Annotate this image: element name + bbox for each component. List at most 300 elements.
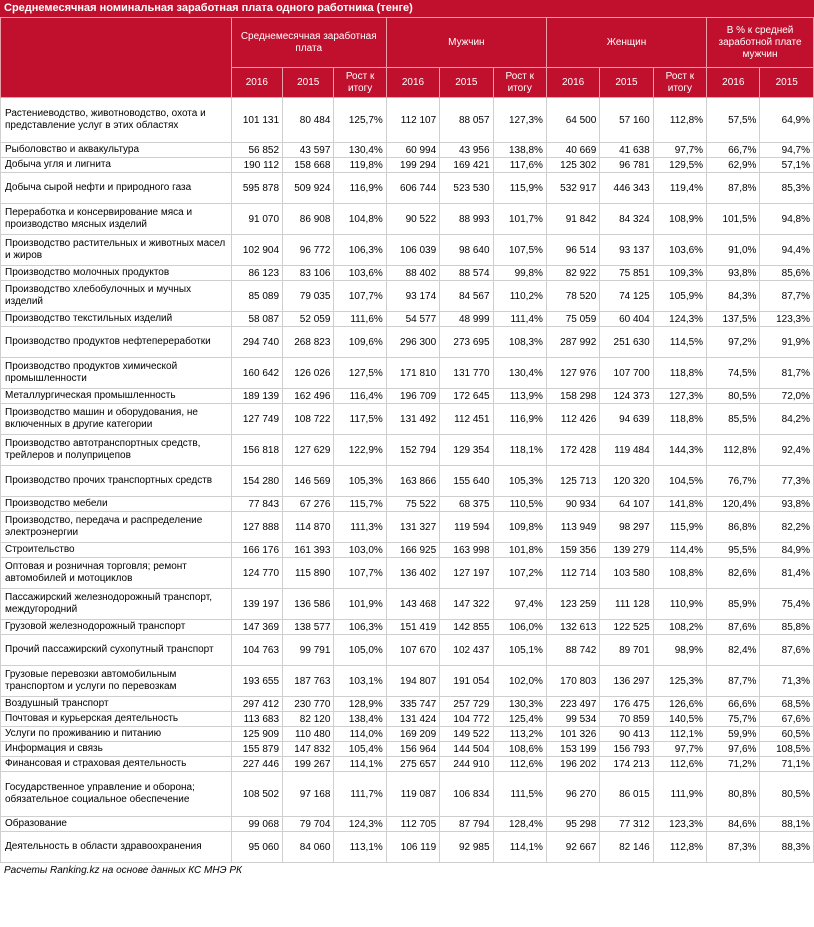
table-cell: 75,7% <box>707 712 760 727</box>
table-cell: 147 832 <box>283 742 334 757</box>
table-cell: 110,9% <box>653 589 706 620</box>
table-cell: 96 270 <box>546 772 599 817</box>
table-cell: 129 354 <box>440 435 493 466</box>
table-cell: 124,3% <box>653 312 706 327</box>
table-cell: 138 577 <box>283 620 334 635</box>
table-row <box>1 589 814 620</box>
table-cell: 52 059 <box>283 312 334 327</box>
table-cell: 166 176 <box>231 543 282 558</box>
table-cell: 111,3% <box>334 512 386 543</box>
table-cell: 106,0% <box>493 620 546 635</box>
table-cell: 160 642 <box>231 358 282 389</box>
table-cell: 131 770 <box>440 358 493 389</box>
table-cell: 91,0% <box>707 235 760 266</box>
table-cell: 127,5% <box>334 358 386 389</box>
header-sub: 2015 <box>283 68 334 98</box>
table-cell: 102,0% <box>493 666 546 697</box>
table-cell: 103,6% <box>653 235 706 266</box>
table-cell: 110,5% <box>493 497 546 512</box>
table-cell: 108,9% <box>653 204 706 235</box>
table-cell: 130,3% <box>493 697 546 712</box>
table-cell: 127,3% <box>653 389 706 404</box>
table-cell: 99 534 <box>546 712 599 727</box>
table-cell: 75,4% <box>760 589 814 620</box>
table-cell: 297 412 <box>231 697 282 712</box>
table-cell: 91 842 <box>546 204 599 235</box>
table-cell: 97,6% <box>707 742 760 757</box>
table-cell: 523 530 <box>440 173 493 204</box>
table-row <box>1 697 814 712</box>
sector-name: Строительство <box>1 543 232 558</box>
table-cell: 87,6% <box>760 635 814 666</box>
table-cell: 85,5% <box>707 404 760 435</box>
table-cell: 71,2% <box>707 757 760 772</box>
table-row <box>1 98 814 143</box>
table-cell: 230 770 <box>283 697 334 712</box>
table-cell: 85,9% <box>707 589 760 620</box>
table-cell: 101 131 <box>231 98 282 143</box>
sector-name: Добыча сырой нефти и природного газа <box>1 173 232 204</box>
header-group-ratio: В % к средней заработной плате мужчин <box>707 18 814 68</box>
table-cell: 187 763 <box>283 666 334 697</box>
table-cell: 48 999 <box>440 312 493 327</box>
table-row <box>1 742 814 757</box>
table-cell: 108,5% <box>760 742 814 757</box>
table-cell: 87,7% <box>707 666 760 697</box>
header-sub: Рост к итогу <box>493 68 546 98</box>
table-cell: 137,5% <box>707 312 760 327</box>
table-cell: 105,3% <box>493 466 546 497</box>
table-cell: 130,4% <box>493 358 546 389</box>
sector-name: Производство текстильных изделий <box>1 312 232 327</box>
table-cell: 223 497 <box>546 697 599 712</box>
table-cell: 108,6% <box>493 742 546 757</box>
table-cell: 90 934 <box>546 497 599 512</box>
table-cell: 112,6% <box>653 757 706 772</box>
table-cell: 118,1% <box>493 435 546 466</box>
table-cell: 119,4% <box>653 173 706 204</box>
table-cell: 107,5% <box>493 235 546 266</box>
table-cell: 109,3% <box>653 266 706 281</box>
table-cell: 118,8% <box>653 404 706 435</box>
table-cell: 104 772 <box>440 712 493 727</box>
table-cell: 101,9% <box>334 589 386 620</box>
table-cell: 156 793 <box>600 742 653 757</box>
table-cell: 78 520 <box>546 281 599 312</box>
table-cell: 86 908 <box>283 204 334 235</box>
table-row <box>1 266 814 281</box>
table-cell: 84 567 <box>440 281 493 312</box>
table-cell: 136 297 <box>600 666 653 697</box>
table-cell: 82,6% <box>707 558 760 589</box>
table-cell: 294 740 <box>231 327 282 358</box>
table-cell: 114,1% <box>334 757 386 772</box>
table-cell: 196 202 <box>546 757 599 772</box>
table-cell: 90 522 <box>386 204 439 235</box>
table-cell: 110 480 <box>283 727 334 742</box>
table-cell: 107,7% <box>334 558 386 589</box>
header-sub: 2016 <box>231 68 282 98</box>
sector-name: Производство автотранспортных средств, трейлеров и полуприцепов <box>1 435 232 466</box>
table-cell: 79 704 <box>283 817 334 832</box>
sector-name: Производство машин и оборудования, не включенных в другие категории <box>1 404 232 435</box>
table-cell: 107,7% <box>334 281 386 312</box>
table-cell: 106,3% <box>334 620 386 635</box>
table-cell: 127 888 <box>231 512 282 543</box>
table-cell: 155 879 <box>231 742 282 757</box>
table-cell: 124 373 <box>600 389 653 404</box>
table-cell: 105,9% <box>653 281 706 312</box>
table-cell: 142 855 <box>440 620 493 635</box>
table-cell: 111,9% <box>653 772 706 817</box>
table-cell: 87,6% <box>707 620 760 635</box>
sector-name: Растениеводство, животноводство, охота и представление услуг в этих областях <box>1 98 232 143</box>
table-cell: 112 705 <box>386 817 439 832</box>
table-cell: 287 992 <box>546 327 599 358</box>
table-cell: 88,1% <box>760 817 814 832</box>
table-cell: 193 655 <box>231 666 282 697</box>
table-cell: 176 475 <box>600 697 653 712</box>
table-cell: 97,7% <box>653 742 706 757</box>
table-cell: 74,5% <box>707 358 760 389</box>
table-cell: 57,5% <box>707 98 760 143</box>
table-row <box>1 173 814 204</box>
header-sector <box>1 18 232 98</box>
table-cell: 86 123 <box>231 266 282 281</box>
table-cell: 84,3% <box>707 281 760 312</box>
table-cell: 67,6% <box>760 712 814 727</box>
table-cell: 273 695 <box>440 327 493 358</box>
table-cell: 94,8% <box>760 204 814 235</box>
table-cell: 104,8% <box>334 204 386 235</box>
table-cell: 105,4% <box>334 742 386 757</box>
table-cell: 128,4% <box>493 817 546 832</box>
table-cell: 97,7% <box>653 143 706 158</box>
table-cell: 101,7% <box>493 204 546 235</box>
table-cell: 60,5% <box>760 727 814 742</box>
table-cell: 64,9% <box>760 98 814 143</box>
table-cell: 107,2% <box>493 558 546 589</box>
table-cell: 93 137 <box>600 235 653 266</box>
table-row <box>1 666 814 697</box>
table-cell: 88 742 <box>546 635 599 666</box>
table-cell: 112 451 <box>440 404 493 435</box>
table-cell: 106 039 <box>386 235 439 266</box>
table-cell: 112,8% <box>707 435 760 466</box>
table-cell: 115 890 <box>283 558 334 589</box>
table-cell: 84,2% <box>760 404 814 435</box>
table-cell: 71,1% <box>760 757 814 772</box>
table-cell: 126 026 <box>283 358 334 389</box>
sector-name: Финансовая и страховая деятельность <box>1 757 232 772</box>
table-cell: 131 492 <box>386 404 439 435</box>
table-cell: 158 298 <box>546 389 599 404</box>
table-cell: 139 197 <box>231 589 282 620</box>
table-cell: 144 504 <box>440 742 493 757</box>
table-cell: 446 343 <box>600 173 653 204</box>
table-cell: 127 197 <box>440 558 493 589</box>
table-cell: 194 807 <box>386 666 439 697</box>
table-cell: 114,1% <box>493 832 546 863</box>
table-cell: 112 107 <box>386 98 439 143</box>
table-cell: 158 668 <box>283 158 334 173</box>
table-cell: 96 514 <box>546 235 599 266</box>
table-cell: 70 859 <box>600 712 653 727</box>
table-cell: 108 722 <box>283 404 334 435</box>
table-cell: 104 763 <box>231 635 282 666</box>
table-cell: 335 747 <box>386 697 439 712</box>
table-cell: 509 924 <box>283 173 334 204</box>
source-footnote: Расчеты Ranking.kz на основе данных КС МНЭ РК <box>4 865 242 876</box>
table-cell: 129,5% <box>653 158 706 173</box>
table-cell: 172 428 <box>546 435 599 466</box>
table-cell: 82 922 <box>546 266 599 281</box>
table-cell: 84,6% <box>707 817 760 832</box>
table-cell: 114,5% <box>653 327 706 358</box>
table-cell: 141,8% <box>653 497 706 512</box>
table-cell: 64 500 <box>546 98 599 143</box>
table-cell: 155 640 <box>440 466 493 497</box>
table-cell: 80 484 <box>283 98 334 143</box>
table-cell: 105,3% <box>334 466 386 497</box>
table-cell: 94 639 <box>600 404 653 435</box>
table-cell: 131 424 <box>386 712 439 727</box>
table-cell: 96 772 <box>283 235 334 266</box>
table-cell: 108 502 <box>231 772 282 817</box>
table-row <box>1 204 814 235</box>
table-cell: 112,6% <box>493 757 546 772</box>
table-cell: 97,4% <box>493 589 546 620</box>
table-cell: 109,8% <box>493 512 546 543</box>
table-cell: 107 700 <box>600 358 653 389</box>
table-cell: 163 866 <box>386 466 439 497</box>
table-cell: 90 413 <box>600 727 653 742</box>
table-cell: 111 128 <box>600 589 653 620</box>
table-cell: 296 300 <box>386 327 439 358</box>
table-cell: 93,8% <box>707 266 760 281</box>
table-cell: 159 356 <box>546 543 599 558</box>
table-cell: 84 060 <box>283 832 334 863</box>
table-cell: 95 298 <box>546 817 599 832</box>
table-cell: 125,4% <box>493 712 546 727</box>
table-cell: 77,3% <box>760 466 814 497</box>
sector-name: Грузовой железнодорожный транспорт <box>1 620 232 635</box>
header-group-row <box>1 18 814 68</box>
table-cell: 94,4% <box>760 235 814 266</box>
table-cell: 106,3% <box>334 235 386 266</box>
table-cell: 120 320 <box>600 466 653 497</box>
header-sub: Рост к итогу <box>653 68 706 98</box>
header-sub: 2015 <box>600 68 653 98</box>
table-cell: 82,4% <box>707 635 760 666</box>
table-cell: 244 910 <box>440 757 493 772</box>
header-sub: 2016 <box>546 68 599 98</box>
table-cell: 97,2% <box>707 327 760 358</box>
table-cell: 87,3% <box>707 832 760 863</box>
table-cell: 88 574 <box>440 266 493 281</box>
sector-name: Производство растительных и животных масел и жиров <box>1 235 232 266</box>
table-cell: 104,5% <box>653 466 706 497</box>
table-cell: 251 630 <box>600 327 653 358</box>
table-cell: 62,9% <box>707 158 760 173</box>
table-row <box>1 543 814 558</box>
table-cell: 88 057 <box>440 98 493 143</box>
table-row <box>1 358 814 389</box>
sector-name: Производство молочных продуктов <box>1 266 232 281</box>
table-row <box>1 158 814 173</box>
table-cell: 103,0% <box>334 543 386 558</box>
table-cell: 108,3% <box>493 327 546 358</box>
sector-name: Образование <box>1 817 232 832</box>
table-cell: 275 657 <box>386 757 439 772</box>
sector-name: Производство прочих транспортных средств <box>1 466 232 497</box>
table-cell: 112,1% <box>653 727 706 742</box>
table-cell: 189 139 <box>231 389 282 404</box>
table-cell: 116,4% <box>334 389 386 404</box>
table-cell: 82,2% <box>760 512 814 543</box>
table-row <box>1 497 814 512</box>
table-cell: 138,4% <box>334 712 386 727</box>
table-cell: 77 312 <box>600 817 653 832</box>
sector-name: Производство мебели <box>1 497 232 512</box>
table-cell: 162 496 <box>283 389 334 404</box>
table-cell: 152 794 <box>386 435 439 466</box>
table-cell: 119 087 <box>386 772 439 817</box>
table-cell: 136 402 <box>386 558 439 589</box>
table-cell: 85,3% <box>760 173 814 204</box>
table-cell: 87,8% <box>707 173 760 204</box>
table-row <box>1 327 814 358</box>
table-cell: 91,9% <box>760 327 814 358</box>
table-cell: 117,5% <box>334 404 386 435</box>
table-row <box>1 235 814 266</box>
table-cell: 117,6% <box>493 158 546 173</box>
table-row <box>1 512 814 543</box>
table-cell: 81,7% <box>760 358 814 389</box>
table-cell: 96 781 <box>600 158 653 173</box>
table-cell: 156 818 <box>231 435 282 466</box>
table-cell: 606 744 <box>386 173 439 204</box>
table-cell: 114,4% <box>653 543 706 558</box>
table-cell: 111,5% <box>493 772 546 817</box>
sector-name: Деятельность в области здравоохранения <box>1 832 232 863</box>
table-cell: 77 843 <box>231 497 282 512</box>
table-cell: 170 803 <box>546 666 599 697</box>
table-cell: 147 322 <box>440 589 493 620</box>
table-cell: 119 484 <box>600 435 653 466</box>
table-cell: 161 393 <box>283 543 334 558</box>
table-cell: 68 375 <box>440 497 493 512</box>
table-cell: 80,8% <box>707 772 760 817</box>
table-cell: 120,4% <box>707 497 760 512</box>
table-cell: 75 522 <box>386 497 439 512</box>
table-cell: 154 280 <box>231 466 282 497</box>
table-cell: 163 998 <box>440 543 493 558</box>
table-cell: 60 994 <box>386 143 439 158</box>
table-cell: 111,7% <box>334 772 386 817</box>
table-cell: 123 259 <box>546 589 599 620</box>
table-cell: 125 302 <box>546 158 599 173</box>
table-cell: 92,4% <box>760 435 814 466</box>
table-cell: 93,8% <box>760 497 814 512</box>
table-cell: 66,6% <box>707 697 760 712</box>
table-cell: 80,5% <box>760 772 814 817</box>
table-row <box>1 772 814 817</box>
table-cell: 95 060 <box>231 832 282 863</box>
sector-name: Производство, передача и распределение электроэнергии <box>1 512 232 543</box>
table-cell: 149 522 <box>440 727 493 742</box>
table-cell: 103 580 <box>600 558 653 589</box>
table-cell: 103,6% <box>334 266 386 281</box>
table-cell: 86,8% <box>707 512 760 543</box>
table-cell: 196 709 <box>386 389 439 404</box>
table-cell: 106 834 <box>440 772 493 817</box>
table-cell: 112 714 <box>546 558 599 589</box>
table-row <box>1 817 814 832</box>
table-cell: 172 645 <box>440 389 493 404</box>
table-cell: 105,1% <box>493 635 546 666</box>
table-cell: 98 640 <box>440 235 493 266</box>
table-cell: 112,8% <box>653 832 706 863</box>
sector-name: Производство продуктов химической промышленности <box>1 358 232 389</box>
table-cell: 115,9% <box>493 173 546 204</box>
table-cell: 257 729 <box>440 697 493 712</box>
table-cell: 60 404 <box>600 312 653 327</box>
table-cell: 92 667 <box>546 832 599 863</box>
sector-name: Добыча угля и лигнита <box>1 158 232 173</box>
table-cell: 71,3% <box>760 666 814 697</box>
table-cell: 108,8% <box>653 558 706 589</box>
table-cell: 92 985 <box>440 832 493 863</box>
table-cell: 138,8% <box>493 143 546 158</box>
table-row <box>1 635 814 666</box>
table-cell: 102 437 <box>440 635 493 666</box>
table-row <box>1 832 814 863</box>
table-cell: 99,8% <box>493 266 546 281</box>
table-row <box>1 727 814 742</box>
table-cell: 111,6% <box>334 312 386 327</box>
table-cell: 122,9% <box>334 435 386 466</box>
table-cell: 72,0% <box>760 389 814 404</box>
table-cell: 101 326 <box>546 727 599 742</box>
header-sub: 2015 <box>760 68 814 98</box>
table-cell: 595 878 <box>231 173 282 204</box>
table-row <box>1 620 814 635</box>
table-cell: 124,3% <box>334 817 386 832</box>
table-cell: 115,7% <box>334 497 386 512</box>
table-cell: 127,3% <box>493 98 546 143</box>
table-cell: 125,3% <box>653 666 706 697</box>
header-sub: 2016 <box>386 68 439 98</box>
table-row <box>1 558 814 589</box>
table-cell: 127 749 <box>231 404 282 435</box>
table-cell: 156 964 <box>386 742 439 757</box>
table-cell: 130,4% <box>334 143 386 158</box>
table-cell: 199 267 <box>283 757 334 772</box>
header-sub: Рост к итогу <box>334 68 386 98</box>
table-cell: 85,8% <box>760 620 814 635</box>
sector-name: Воздушный транспорт <box>1 697 232 712</box>
table-cell: 190 112 <box>231 158 282 173</box>
table-cell: 131 327 <box>386 512 439 543</box>
table-cell: 146 569 <box>283 466 334 497</box>
table-cell: 76,7% <box>707 466 760 497</box>
sector-name: Государственное управление и оборона; обязательное социальное обеспечение <box>1 772 232 817</box>
table-cell: 85,6% <box>760 266 814 281</box>
header-group-women: Женщин <box>546 18 706 68</box>
table-cell: 98 297 <box>600 512 653 543</box>
table-cell: 82 120 <box>283 712 334 727</box>
